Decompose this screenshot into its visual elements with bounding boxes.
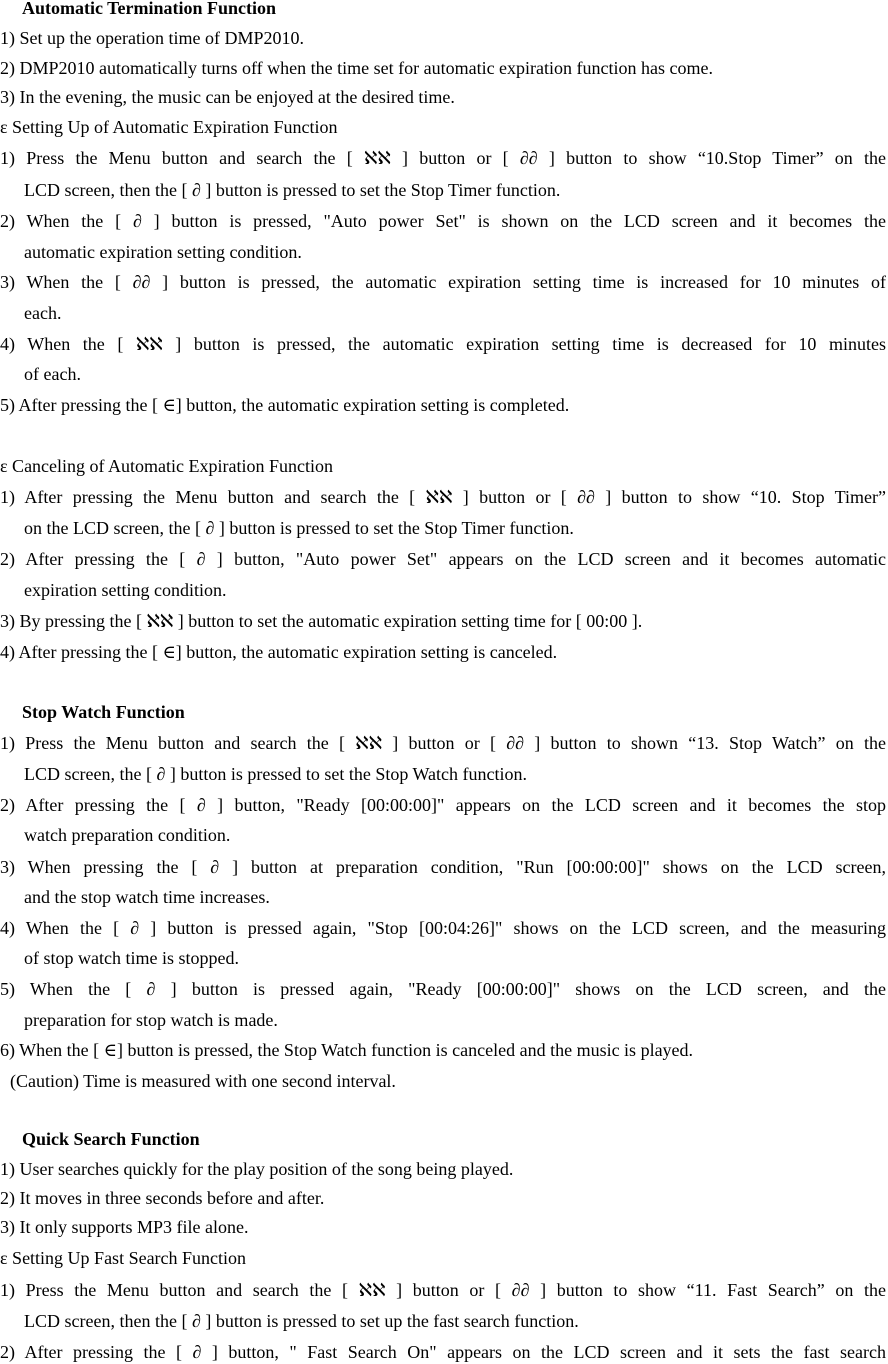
list-item: 3) In the evening, the music can be enjoyed at the desired time. (0, 87, 455, 107)
list-item-continuation: LCD screen, then the [ ∂ ] button is pressed to set up the fast search function. (24, 1311, 579, 1331)
list-item-continuation: expiration setting condition. (24, 580, 227, 600)
list-item: 1) Set up the operation time of DMP2010. (0, 28, 304, 48)
list-item: 2) It moves in three seconds before and after. (0, 1188, 325, 1208)
list-item-continuation: and the stop watch time increases. (24, 887, 270, 907)
list-item: 2) After pressing the [ ∂ ] button, "Ready [00:00:00]" appears on the LCD screen and it becomes the stop (0, 795, 886, 815)
list-item: 1) User searches quickly for the play position of the song being played. (0, 1159, 514, 1179)
list-item: 2) After pressing the [ ∂ ] button, " Fast Search On" appears on the LCD screen and it sets the fast search (0, 1342, 886, 1362)
list-item: 1) After pressing the Menu button and search the [ ℵℵ ] button or [ ∂∂ ] button to show “10. Stop Timer” (0, 487, 886, 507)
list-item: 4) When the [ ℵℵ ] button is pressed, the automatic expiration setting time is decreased for 10 minutes (0, 334, 886, 354)
list-item-continuation: each. (24, 303, 62, 323)
list-item-continuation: of each. (24, 364, 81, 384)
list-item-continuation: LCD screen, then the [ ∂ ] button is pressed to set the Stop Timer function. (24, 180, 561, 200)
list-item-continuation: on the LCD screen, the [ ∂ ] button is pressed to set the Stop Timer function. (24, 518, 574, 538)
list-item: 3) It only supports MP3 file alone. (0, 1217, 249, 1237)
heading-automatic-termination: Automatic Termination Function (22, 0, 277, 18)
list-item: 3) By pressing the [ ℵℵ ] button to set the automatic expiration setting time for [ 00:00 ]. (0, 611, 643, 631)
list-item: 5) When the [ ∂ ] button is pressed again, "Ready [00:00:00]" shows on the LCD screen, and the (0, 979, 886, 999)
heading-quick-search: Quick Search Function (22, 1129, 200, 1149)
list-item: 6) When the [ ∈] button is pressed, the Stop Watch function is canceled and the music is played. (0, 1040, 694, 1060)
list-item-continuation: automatic expiration setting condition. (24, 242, 302, 262)
list-item: 1) Press the Menu button and search the [ ℵℵ ] button or [ ∂∂ ] button to shown “13. Stop Watch” on the (0, 733, 886, 753)
list-item: 2) After pressing the [ ∂ ] button, "Auto power Set" appears on the LCD screen and it becomes automatic (0, 549, 886, 569)
list-item: 5) After pressing the [ ∈] button, the automatic expiration setting is completed. (0, 395, 570, 415)
list-item-continuation: watch preparation condition. (24, 825, 231, 845)
list-item-continuation: LCD screen, the [ ∂ ] button is pressed to set the Stop Watch function. (24, 764, 528, 784)
subheading-setting-up-expiration: ε Setting Up of Automatic Expiration Function (0, 117, 338, 137)
list-item: 3) When the [ ∂∂ ] button is pressed, the automatic expiration setting time is increased for 10 minutes of (0, 272, 886, 292)
list-item: 2) When the [ ∂ ] button is pressed, "Auto power Set" is shown on the LCD screen and it becomes the (0, 211, 886, 231)
caution-note: (Caution) Time is measured with one second interval. (10, 1071, 396, 1091)
heading-stop-watch: Stop Watch Function (22, 702, 185, 722)
list-item-continuation: preparation for stop watch is made. (24, 1010, 278, 1030)
list-item-continuation: of stop watch time is stopped. (24, 948, 239, 968)
list-item: 4) When the [ ∂ ] button is pressed again, "Stop [00:04:26]" shows on the LCD screen, and the measuring (0, 918, 886, 938)
list-item: 3) When pressing the [ ∂ ] button at preparation condition, "Run [00:00:00]" shows on the LCD screen, (0, 857, 886, 877)
list-item: 4) After pressing the [ ∈] button, the automatic expiration setting is canceled. (0, 642, 558, 662)
list-item: 1) Press the Menu button and search the [ ℵℵ ] button or [ ∂∂ ] button to show “10.Stop Timer” on the (0, 148, 886, 168)
list-item: 2) DMP2010 automatically turns off when the time set for automatic expiration function has come. (0, 58, 713, 78)
list-item: 1) Press the Menu button and search the [ ℵℵ ] button or [ ∂∂ ] button to show “11. Fast Search” on the (0, 1280, 886, 1300)
subheading-canceling-expiration: ε Canceling of Automatic Expiration Function (0, 456, 333, 476)
subheading-fast-search-setup: ε Setting Up Fast Search Function (0, 1248, 247, 1268)
